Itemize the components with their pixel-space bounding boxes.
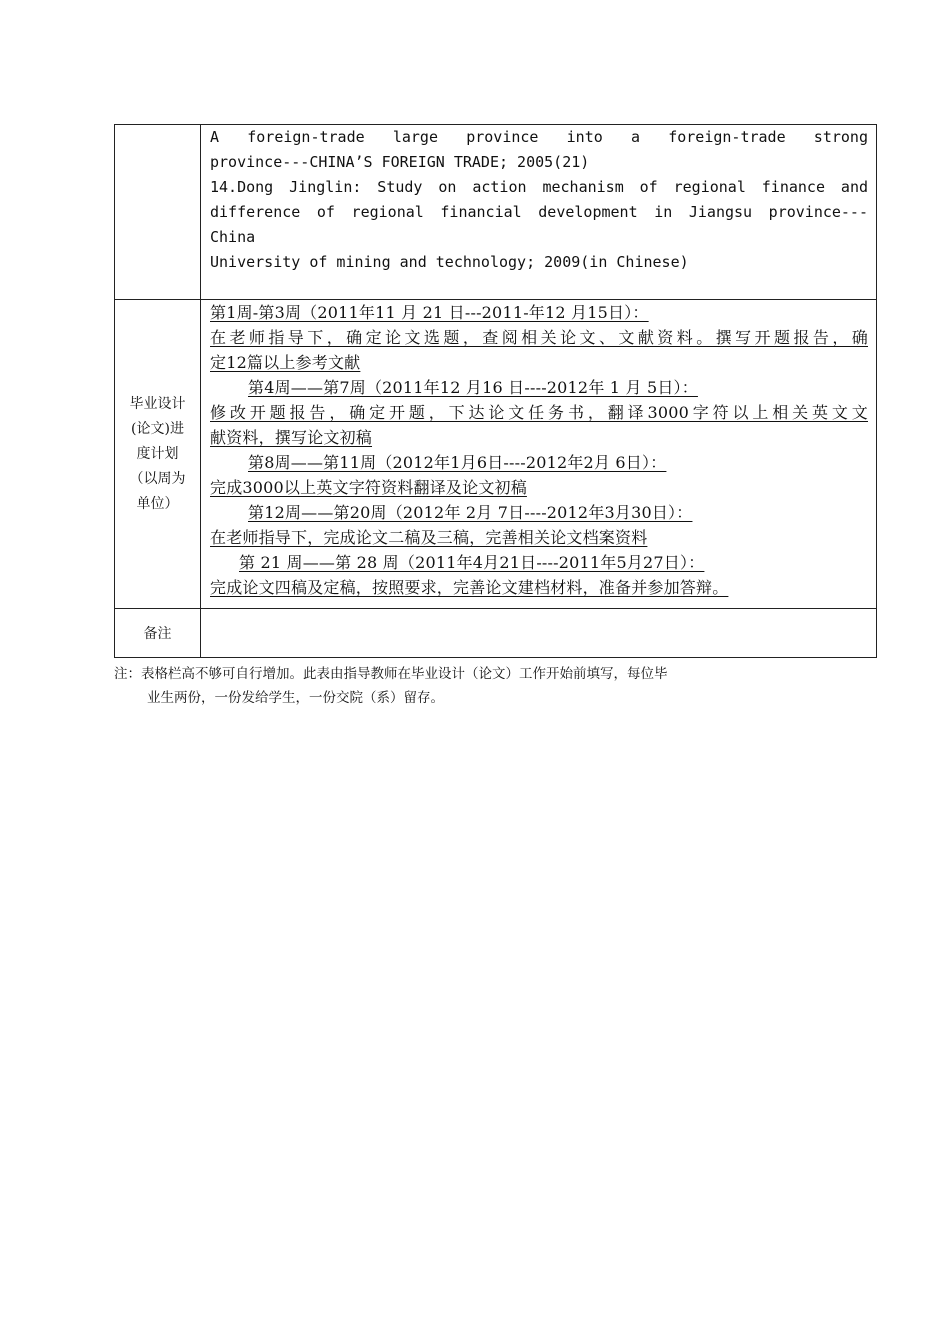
schedule-line	[210, 475, 868, 500]
schedule-task-text: 完成论文四稿及定稿，按照要求，完善论文建档材料，准备并参加答辩。	[210, 578, 729, 597]
schedule-task-text: 定12篇以上参考文献	[210, 353, 361, 372]
reference-line: 14.Dong Jinglin: Study on action mechanism of regional finance and	[210, 178, 868, 196]
schedule-label-line: (论文)进	[131, 420, 184, 437]
schedule-period-5: 第 21 周——第 28 周（2011年4月21日----2011年5月27日）：	[239, 553, 705, 572]
remarks-row	[115, 609, 877, 658]
reference-line: University of mining and technology; 2009(in Chinese)	[210, 253, 689, 271]
schedule-label	[115, 300, 201, 609]
schedule-task-text: 在老师指导下，完成论文二稿及三稿，完善相关论文档案资料	[210, 528, 648, 547]
schedule-line	[210, 300, 868, 325]
schedule-line	[210, 375, 868, 400]
schedule-period-2: 第4周——第7周（2011年12 月16 日----2012年 1 月 5日）：	[248, 378, 698, 397]
schedule-task-text: 献资料，撰写论文初稿	[210, 428, 373, 447]
reference-line: A foreign-trade large province into a foreign-trade strong	[210, 128, 868, 146]
schedule-task-text: 在老师指导下，确定论文选题，查阅相关论文、文献资料。撰写开题报告，确	[210, 328, 868, 347]
schedule-line	[210, 525, 868, 550]
schedule-label-line: 度计划	[136, 445, 179, 462]
reference-line: China	[210, 228, 256, 246]
schedule-line	[210, 400, 868, 425]
schedule-task-text: 完成3000以上英文字符资料翻译及论文初稿	[210, 478, 527, 497]
schedule-line	[210, 550, 868, 575]
reference-line: province---CHINA’S FOREIGN TRADE; 2005(21)	[210, 153, 590, 171]
references-label-cell	[115, 125, 201, 300]
schedule-task-text: 修改开题报告，确定开题，下达论文任务书，翻译3000字符以上相关英文文	[210, 403, 868, 422]
schedule-period-4: 第12周——第20周（2012年 2月 7日----2012年3月30日）：	[248, 503, 693, 522]
schedule-line	[210, 425, 868, 450]
schedule-label-line: 单位）	[136, 495, 179, 512]
schedule-line	[210, 500, 868, 525]
footnote-line: 业生两份，一份发给学生，一份交院（系）留存。	[147, 690, 444, 706]
footnote	[114, 662, 834, 710]
schedule-label-line: （以周为	[129, 470, 186, 487]
footnote-line: 注：表格栏高不够可自行增加。此表由指导教师在毕业设计（论文）工作开始前填写，每位毕	[114, 666, 668, 682]
references-row	[115, 125, 877, 300]
references-cell	[201, 125, 877, 300]
schedule-row	[115, 300, 877, 609]
schedule-line	[210, 350, 868, 375]
schedule-period-3: 第8周——第11周（2012年1月6日----2012年2月 6日）：	[248, 453, 667, 472]
schedule-line	[210, 575, 868, 600]
schedule-content	[201, 300, 877, 609]
schedule-line	[210, 450, 868, 475]
reference-line: difference of regional financial development in Jiangsu province---	[210, 203, 868, 221]
schedule-line	[210, 325, 868, 350]
thesis-plan-table	[114, 124, 877, 658]
schedule-label-line: 毕业设计	[129, 395, 186, 412]
schedule-period-1: 第1周-第3周（2011年11 月 21 日---2011-年12 月15日）：	[210, 303, 649, 322]
remarks-field	[201, 609, 877, 658]
remarks-label: 备注	[115, 609, 201, 658]
